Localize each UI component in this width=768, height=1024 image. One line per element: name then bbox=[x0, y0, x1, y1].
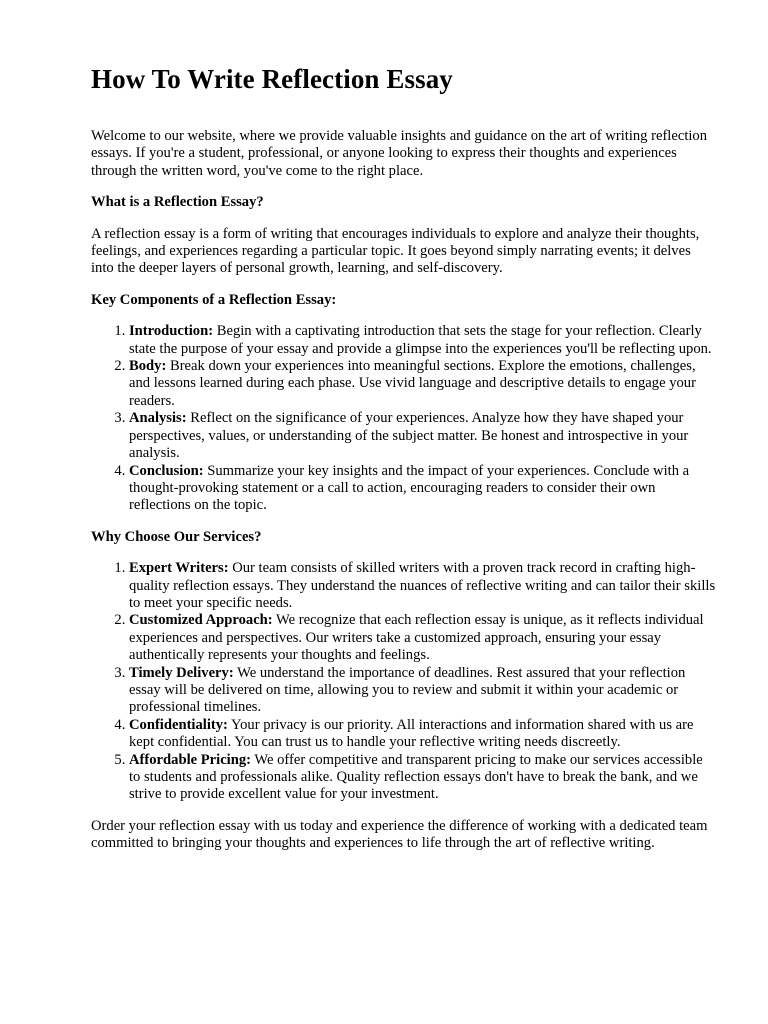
list-item-term: Customized Approach: bbox=[129, 612, 273, 629]
list-item-text: Reflect on the significance of your experiences. Analyze how they have shaped your perspectives, values, or understanding of the subject matter. Be honest and introspective in your analysis. bbox=[129, 410, 689, 462]
page-title: How To Write Reflection Essay bbox=[91, 64, 453, 94]
list-item-text: We understand the importance of deadlines. Rest assured that your reflection essay will be delivered on time, allowing you to review and submit it within your academic or professional timelines. bbox=[129, 664, 686, 716]
list-item-term: Timely Delivery: bbox=[129, 664, 234, 681]
list-item-text: Begin with a captivating introduction that sets the stage for your reflection. Clearly state the purpose of your essay and provide a glimpse into the experiences you'll be reflecting upon. bbox=[129, 323, 712, 357]
list-item bbox=[129, 463, 716, 515]
section-heading-what-is: What is a Reflection Essay? bbox=[91, 194, 264, 211]
list-item-text: Break down your experiences into meaningful sections. Explore the emotions, challenges, and lessons learned during each phase. Use vivid language and descriptive details to engage your readers. bbox=[129, 358, 696, 409]
list-item bbox=[129, 717, 716, 752]
why-choose-list bbox=[91, 560, 716, 804]
intro-paragraph: Welcome to our website, where we provide valuable insights and guidance on the art of writing reflection essays. If you're a student, professional, or anyone looking to express their thoughts and experiences through the written word, you've come to the right place. bbox=[91, 128, 708, 179]
list-item bbox=[129, 752, 716, 804]
list-item bbox=[129, 560, 716, 612]
section-heading-why-choose: Why Choose Our Services? bbox=[91, 528, 262, 545]
list-item-term: Expert Writers: bbox=[129, 560, 229, 577]
key-components-list bbox=[91, 323, 716, 514]
list-item-text: Summarize your key insights and the impact of your experiences. Conclude with a thought-provoking statement or a call to action, encouraging readers to consider their own reflections on the topic. bbox=[129, 462, 690, 514]
closing-paragraph: Order your reflection essay with us today and experience the difference of working with a dedicated team committed to bringing your thoughts and experiences to life through the art of reflective writing. bbox=[91, 817, 708, 852]
list-item-term: Conclusion: bbox=[129, 462, 204, 479]
list-item bbox=[129, 358, 716, 410]
list-item-text: Your privacy is our priority. All interactions and information shared with us are kept confidential. You can trust us to handle your reflective writing needs discreetly. bbox=[129, 716, 694, 751]
list-item bbox=[129, 665, 716, 717]
list-item-term: Body: bbox=[129, 358, 167, 375]
list-item-text: Our team consists of skilled writers with a proven track record in crafting high-quality reflection essays. They understand the nuances of reflective writing and can tailor their skills to meet your specific needs. bbox=[129, 560, 716, 611]
what-is-paragraph: A reflection essay is a form of writing that encourages individuals to explore and analyze their thoughts, feelings, and experiences regarding a particular topic. It goes beyond simply narrating events; it delves into the deeper layers of personal growth, learning, and self-discovery. bbox=[91, 225, 700, 277]
list-item-term: Affordable Pricing: bbox=[129, 751, 251, 768]
list-item-term: Analysis: bbox=[129, 410, 187, 427]
list-item-term: Confidentiality: bbox=[129, 716, 228, 733]
list-item bbox=[129, 410, 716, 462]
document-page bbox=[91, 62, 716, 867]
list-item-text: We offer competitive and transparent pricing to make our services accessible to students and professionals alike. Quality reflection essays don't have to break the bank, and we strive to provide excellent value for your investment. bbox=[129, 751, 703, 803]
list-item bbox=[129, 323, 716, 358]
list-item-text: We recognize that each reflection essay is unique, as it reflects individual experiences and perspectives. Our writers take a customized approach, ensuring your essay authentically represents your thoughts and feelings. bbox=[129, 612, 704, 664]
list-item-term: Introduction: bbox=[129, 323, 214, 340]
list-item bbox=[129, 612, 716, 664]
section-heading-key-components: Key Components of a Reflection Essay: bbox=[91, 291, 337, 308]
